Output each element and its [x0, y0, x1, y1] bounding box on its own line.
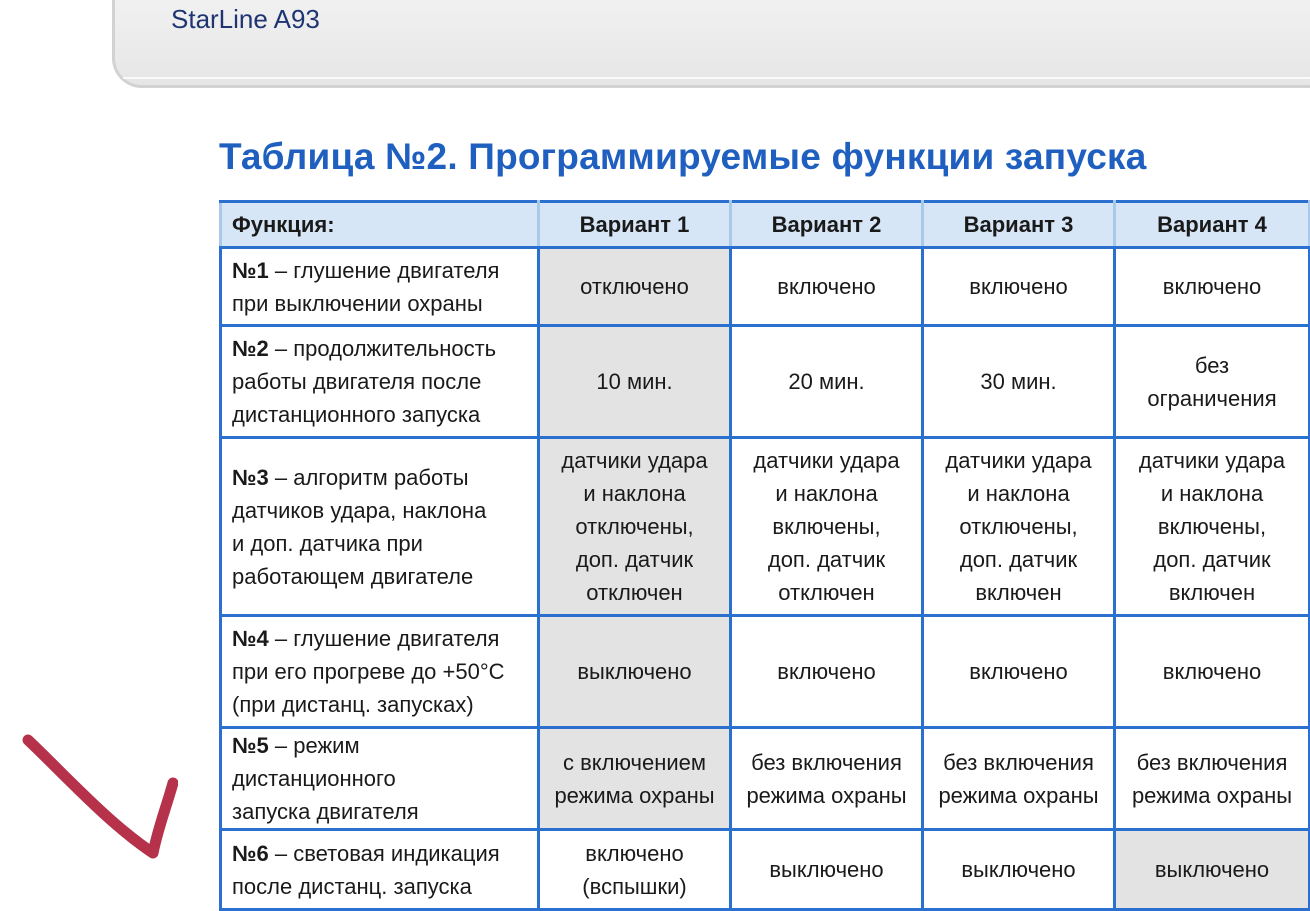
variant-3-value [923, 728, 1115, 830]
variant-2-value [731, 616, 923, 728]
value-line: ограничения [1147, 385, 1277, 411]
function-description-line [232, 622, 529, 655]
value-line: включено [969, 274, 1068, 299]
brand-name: StarLine A93 [171, 4, 320, 34]
value-line: датчики удара [561, 448, 708, 473]
table-title: Таблица №2. Программируемые функции запуска [219, 136, 1147, 177]
value-line: режима охраны [938, 782, 1099, 808]
function-description-line [232, 655, 529, 688]
variant-1-value [539, 728, 731, 830]
function-cell [221, 326, 539, 438]
variant-4-value [1115, 438, 1310, 616]
value-line: включено [777, 659, 876, 684]
table-row [221, 248, 1310, 326]
function-description-line [232, 461, 529, 494]
function-description-line [232, 287, 529, 320]
value-line: и наклона [583, 481, 686, 506]
function-description-line [232, 729, 529, 795]
value-line: отключены, [575, 514, 694, 539]
function-cell [221, 616, 539, 728]
function-description-line [232, 398, 529, 431]
variant-3-value [923, 326, 1115, 438]
function-description-line [232, 527, 529, 560]
value-line: без включения [1136, 749, 1288, 775]
variant-4-value [1115, 326, 1310, 438]
value-line: 30 мин. [980, 369, 1057, 394]
variant-1-value [539, 438, 731, 616]
variant-1-value [539, 326, 731, 438]
functions-table [219, 200, 1310, 911]
column-header-variant-1: Вариант 1 [539, 202, 731, 248]
table-row [221, 326, 1310, 438]
function-description-line [232, 254, 529, 287]
function-description-text: – глушение двигателя [268, 257, 500, 283]
value-line: включено [777, 274, 876, 299]
value-line: режима охраны [554, 782, 715, 808]
function-description-text: (при дистанц. запусках) [232, 692, 474, 717]
value-line: отключено [580, 274, 689, 299]
value-line: включены, [772, 514, 881, 539]
value-line: 10 мин. [596, 369, 673, 394]
variant-2-value [731, 438, 923, 616]
function-cell [221, 830, 539, 910]
value-line: без включения [751, 749, 902, 775]
value-line: выключено [961, 857, 1076, 882]
variant-1-value [539, 616, 731, 728]
table-header-row [221, 202, 1310, 248]
table-row [221, 438, 1310, 616]
function-number: №6 [232, 840, 269, 866]
value-line: включены, [1157, 514, 1267, 539]
function-description-line [232, 332, 529, 365]
value-line: 20 мин. [788, 369, 865, 394]
variant-1-value [539, 830, 731, 910]
function-description-text: – режим дистанционного [232, 733, 396, 791]
value-line: выключено [1154, 857, 1270, 882]
function-description-line [232, 560, 529, 593]
variant-3-value [923, 438, 1115, 616]
column-header-variant-3: Вариант 3 [923, 202, 1115, 248]
function-description-line [232, 795, 529, 828]
function-description-line [232, 870, 529, 903]
table-row [221, 728, 1310, 830]
value-line: без включения [943, 749, 1094, 775]
function-description-text: при выключении охраны [232, 290, 483, 316]
variant-2-value [731, 830, 923, 910]
value-line: включено [585, 840, 684, 866]
variant-2-value [731, 728, 923, 830]
value-line: выключено [577, 659, 692, 684]
function-description-text: при его прогреве до +50°С [232, 659, 505, 684]
variant-1-value [539, 248, 731, 326]
function-cell [221, 438, 539, 616]
variant-3-value [923, 248, 1115, 326]
variant-4-value [1115, 728, 1310, 830]
value-line: и наклона [1160, 481, 1264, 506]
value-line: включен [1168, 580, 1256, 605]
value-line: отключен [778, 580, 875, 605]
function-description-line [232, 837, 529, 870]
function-description-line [232, 365, 529, 398]
value-line: отключен [586, 580, 683, 605]
value-line: доп. датчик [767, 547, 886, 572]
variant-3-value [923, 616, 1115, 728]
function-description-text: работы двигателя после [232, 369, 482, 394]
function-description-text: датчиков удара, наклона [232, 497, 487, 523]
value-line: отключены, [959, 514, 1078, 539]
variant-4-value [1115, 248, 1310, 326]
function-description-text: запуска двигателя [232, 799, 419, 824]
function-description-text: и доп. датчика при [232, 530, 423, 556]
function-description-text: – глушение двигателя [268, 626, 500, 651]
variant-4-value [1115, 830, 1310, 910]
value-line: и наклона [967, 481, 1070, 506]
table-row [221, 830, 1310, 910]
variant-2-value [731, 326, 923, 438]
function-number: №5 [232, 733, 269, 758]
value-line: датчики удара [1138, 448, 1286, 473]
value-line: включено [1162, 659, 1262, 684]
value-line: включено [969, 659, 1068, 684]
value-line: доп. датчик [959, 547, 1078, 572]
value-line: без [1194, 352, 1230, 378]
table-body [221, 248, 1310, 910]
function-description-line [232, 688, 529, 721]
value-line: и наклона [775, 481, 878, 506]
function-description-text: дистанционного запуска [232, 402, 481, 427]
column-header-function: Функция: [221, 202, 539, 248]
function-number: №3 [232, 464, 269, 490]
function-description-text: работающем двигателе [232, 563, 474, 589]
value-line: доп. датчик [575, 547, 694, 572]
function-cell [221, 248, 539, 326]
function-description-line [232, 494, 529, 527]
value-line: включено [1162, 274, 1262, 299]
column-header-variant-4: Вариант 4 [1115, 202, 1310, 248]
value-line: датчики удара [945, 448, 1092, 473]
variant-4-value [1115, 616, 1310, 728]
value-line: выключено [769, 857, 884, 882]
function-description-text: – алгоритм работы [268, 464, 469, 490]
value-line: доп. датчик [1153, 547, 1271, 572]
column-header-variant-2: Вариант 2 [731, 202, 923, 248]
value-line: датчики удара [753, 448, 900, 473]
function-cell [221, 728, 539, 830]
function-number: №4 [232, 626, 269, 651]
function-description-text: – продолжительность [268, 336, 497, 361]
function-number: №2 [232, 336, 269, 361]
variant-2-value [731, 248, 923, 326]
value-line: включен [975, 580, 1062, 605]
function-number: №1 [232, 257, 269, 283]
check-mark-icon [18, 728, 178, 868]
variant-3-value [923, 830, 1115, 910]
function-description-text: – световая индикация [268, 840, 500, 866]
value-line: (вспышки) [582, 873, 687, 899]
value-line: режима охраны [746, 782, 907, 808]
table-row [221, 616, 1310, 728]
value-line: режима охраны [1131, 782, 1293, 808]
value-line: с включением [562, 749, 707, 775]
function-description-text: после дистанц. запуска [232, 873, 472, 899]
